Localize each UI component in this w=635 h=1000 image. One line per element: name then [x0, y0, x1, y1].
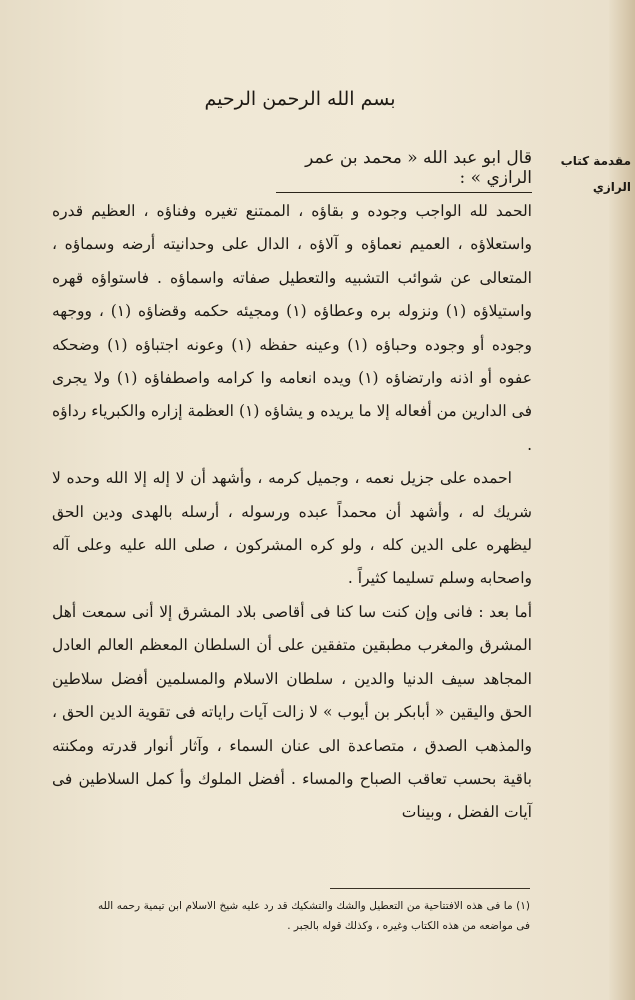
basmala-heading: بسم الله الرحمن الرحيم — [204, 88, 396, 110]
main-text — [52, 195, 532, 830]
paragraph-3: أما بعد : فانى وإن كنت سا كنا فى أقاصى بلاد المشرق إلا أنى سمعت أهل المشرق والمغرب مطبقين متفقين على أن السلطان المعظم العالم العادل المجاهد سيف الدنيا والدين ، سلطان الاسلام والمسلمين أفضل سلاطين الحق واليقين « أبابكر بن أيوب » لا زالت آيات راياته فى تقوية الدين الحق ، والمذهب الصدق ، متصاعدة الى عنان السماء ، وآثار أنوار قدرته ومكنته باقية بحسب تعاقب الصباح والمساء . أفضل الملوك وأ كمل السلاطين فى آيات الفضل ، وبينات — [52, 602, 532, 822]
side-title: مقدمة كتاب الرازي — [560, 154, 631, 194]
intro-line: قال ابو عبد الله « محمد بن عمر الرازي » : — [276, 148, 532, 193]
paragraph-2: احمده على جزيل نعمه ، وجميل كرمه ، وأشهد أن لا إله إلا الله وحده لا شريك له ، وأشهد أن محمداً عبده ورسوله ، أرسله بالهدى ودين الحق ليظهره على الدين كله ، ولو كره المشركون ، صلى الله عليه وعلى آله واصحابه وسلم تسليما كثيراً . — [52, 469, 532, 588]
footnote-divider — [330, 888, 530, 889]
footnote: (١) ما فى هذه الافتتاحية من التعطيل والشك والتشكيك قد رد عليه شيخ الاسلام ابن تيمية رحمه الله فى مواضعه من هذه الكتاب وغيره ، وكذلك قوله بالجبر . — [98, 900, 530, 932]
paragraph-1: الحمد لله الواجب وجوده و بقاؤه ، الممتنع تغيره وفناؤه ، العظيم قدره واستعلاؤه ، العميم نعماؤه و آلاؤه ، الدال على وحدانيته أرضه وسماؤه ، المتعالى عن شوائب التشبيه والتعطيل صفاته واسماؤه . فاستواؤه قهره واستيلاؤه (١) ونزوله بره وعطاؤه (١) ومجيئه حكمه وقضاؤه (١) ، ووجهه وجوده أو وجوده وحباؤه (١) وعينه حفظه (١) وعونه اجتباؤه (١) وضحكه عفوه أو اذنه وارتضاؤه (١) ويده انعامه وا كرامه واصطفاؤه (١) ولا يجرى فى الدارين من أفعاله إلا ما يريده و يشاؤه (١) العظمة إزاره والكبرياء رداؤه . — [52, 202, 532, 454]
